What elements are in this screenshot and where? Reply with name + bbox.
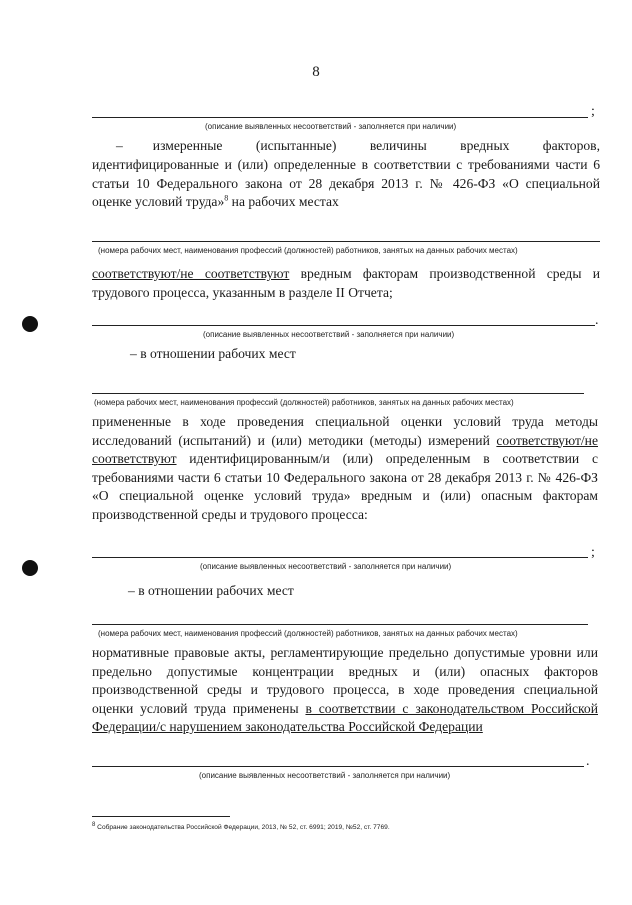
dash: – xyxy=(116,138,123,153)
footnote: 8 Собрание законодательства Российской Федерации, 2013, № 52, ст. 6991; 2019, №52, ст. 7769. xyxy=(92,821,390,831)
page-number: 8 xyxy=(312,64,320,80)
legal-acts-choice: в соответствии с законодательством Российской Федерации/с нарушением законодательства Российской Федерации xyxy=(92,700,598,734)
semicolon-2: ; xyxy=(591,545,595,560)
para-measured-line4-b: на рабочих местах xyxy=(228,194,339,209)
period-2: . xyxy=(586,754,590,769)
para-measured-line4 xyxy=(92,193,600,212)
para-measured-line4-a: оценке условий труда» xyxy=(92,194,225,209)
para-methods: примененные в ходе проведения специальной оценки условий труда методы исследований (испытаний) и (или) методики (методы) измерений соответствуют/не соответствуют идентифицированным/и (или) определенным в соответствии с требованиями части 6 статьи 10 Федерального закона от 28 декабря 2013 г. № 426-ФЗ «О специальной оценке условий труда» вредным и (или) опасным факторам производственной среды и трудового процесса: xyxy=(92,414,598,522)
caption-discrepancies-1: (описание выявленных несоответствий - заполняется при наличии) xyxy=(205,122,457,131)
footnote-rule xyxy=(92,816,230,817)
fill-line-discrepancies-4 xyxy=(92,766,584,767)
caption-discrepancies-3: (описание выявленных несоответствий - заполняется при наличии) xyxy=(200,562,452,571)
methods-choice: соответствуют/не соответствуют xyxy=(92,432,598,466)
fill-line-workplaces-1 xyxy=(92,241,600,242)
para-measured-line2: идентифицированные и (или) определенные в соответствии с требованиями части 6 xyxy=(92,157,600,172)
fill-line-workplaces-3 xyxy=(92,624,588,625)
correspond-choice: соответствуют/не соответствуют xyxy=(92,266,290,281)
para-measured-line1-text: измеренные (испытанные) величины вредных факторов, xyxy=(152,138,600,153)
caption-discrepancies-2: (описание выявленных несоответствий - заполняется при наличии) xyxy=(203,330,455,339)
fill-line-discrepancies-1 xyxy=(92,117,588,118)
subheading-workplaces-2: – в отношении рабочих мест xyxy=(128,583,294,598)
fill-line-discrepancies-3 xyxy=(92,557,588,558)
caption-workplaces-2: (номера рабочих мест, наименования профессий (должностей) работников, занятых на данных рабочих местах) xyxy=(94,398,514,407)
para-measured-line3: статьи 10 Федерального закона от 28 декабря 2013 г. № 426-ФЗ «О специальной xyxy=(92,176,600,191)
punch-hole-top xyxy=(22,316,38,332)
fill-line-workplaces-2 xyxy=(92,393,584,394)
fill-line-discrepancies-2 xyxy=(92,325,595,326)
footnote-ref: 8 xyxy=(224,193,229,203)
caption-workplaces-3: (номера рабочих мест, наименования профессий (должностей) работников, занятых на данных рабочих местах) xyxy=(98,629,518,638)
caption-discrepancies-4: (описание выявленных несоответствий - заполняется при наличии) xyxy=(199,771,451,780)
para-correspond: соответствуют/не соответствуют вредным факторам производственной среды и трудового процесса, указанным в разделе II Отчета; xyxy=(92,266,600,300)
caption-workplaces-1: (номера рабочих мест, наименования профессий (должностей) работников, занятых на данных рабочих местах) xyxy=(98,246,518,255)
punch-hole-bottom xyxy=(22,560,38,576)
period-1: . xyxy=(595,313,599,328)
para-legal-acts: нормативные правовые акты, регламентирующие предельно допустимые уровни или предельно допустимые концентрации вредных и (или) опасных факторов производственной среды и трудового процесса, в ходе проведения специальной оценки условий труда применены в соответствии с законодательством Российской Федерации/с нарушением законодательства Российской Федерации xyxy=(92,645,598,734)
subheading-workplaces-1: – в отношении рабочих мест xyxy=(130,346,296,361)
para-measured-line1 xyxy=(92,137,600,156)
semicolon-1: ; xyxy=(591,104,595,119)
